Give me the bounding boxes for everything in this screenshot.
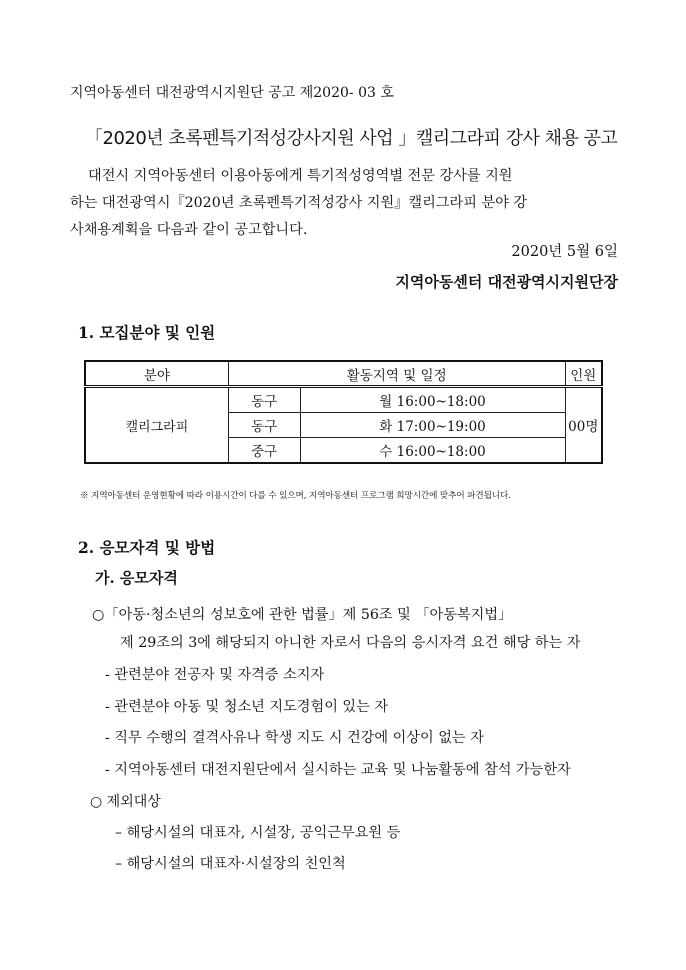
exclusion-item: – 해당시설의 대표자·시설장의 친인척 [115, 856, 346, 872]
table-footnote: ※ 지역아동센터 운영현황에 따라 이용시간이 다를 수 있으며, 지역아동센터 프로그램 희망시간에 맞추어 파견됩니다. [80, 491, 511, 501]
intro-line-3: 사채용계획을 다음과 같이 공고합니다. [70, 222, 308, 238]
field-cell: 캘리그라피 [85, 387, 228, 464]
section-2-heading: 2. 응모자격 및 방법 [78, 538, 216, 557]
exclusions-heading: ○ 제외대상 [90, 794, 161, 810]
region-cell: 동구 [228, 413, 300, 438]
region-cell: 중구 [228, 438, 300, 464]
intro-paragraph [70, 163, 618, 244]
page-title: 「2020년 초록펜특기적성강사지원 사업 」캘리그라피 강사 채용 공고 [85, 128, 618, 149]
qualification-law-line: ○「아동·청소년의 성보호에 관한 법률」제 56조 및 「아동복지법」 [92, 607, 513, 623]
table-header-row [85, 361, 602, 387]
table-row [85, 387, 602, 413]
qualification-law-line-2: 제 29조의 3에 해당되지 아니한 자로서 다음의 응시자격 요건 해당 하는 자 [120, 635, 581, 651]
section-1-heading: 1. 모집분야 및 인원 [78, 323, 216, 342]
schedule-cell: 수 16:00~18:00 [300, 438, 565, 464]
notice-number: 지역아동센터 대전광역시지원단 공고 제2020- 03 호 [70, 85, 394, 101]
schedule-cell: 화 17:00~19:00 [300, 413, 565, 438]
schedule-cell: 월 16:00~18:00 [300, 387, 565, 413]
qualification-item: - 직무 수행의 결격사유나 학생 지도 시 건강에 이상이 없는 자 [105, 730, 484, 746]
exclusion-item: – 해당시설의 대표자, 시설장, 공익근무요원 등 [115, 825, 401, 841]
header-field: 분야 [85, 361, 228, 387]
header-count: 인원 [565, 361, 602, 387]
qualifications-subheading: 가. 응모자격 [95, 569, 178, 587]
intro-line-2: 하는 대전광역시『2020년 초록펜특기적성강사 지원』캘리그라피 분야 강 [70, 195, 528, 211]
region-cell: 동구 [228, 387, 300, 413]
intro-line-1: 대전시 지역아동센터 이용아동에게 특기적성영역별 전문 강사를 지원 [88, 168, 513, 184]
qualification-item: - 관련분야 전공자 및 자격증 소지자 [105, 667, 325, 683]
notice-date: 2020년 5월 6일 [511, 244, 618, 260]
recruitment-table [84, 360, 603, 464]
qualification-item: - 관련분야 아동 및 청소년 지도경험이 있는 자 [105, 699, 389, 715]
count-cell: 00명 [565, 387, 602, 464]
header-region-schedule: 활동지역 및 일정 [228, 361, 565, 387]
issuing-organization: 지역아동센터 대전광역시지원단장 [395, 273, 618, 291]
qualification-item: - 지역아동센터 대전지원단에서 실시하는 교육 및 나눔활동에 참석 가능한자 [105, 762, 571, 778]
